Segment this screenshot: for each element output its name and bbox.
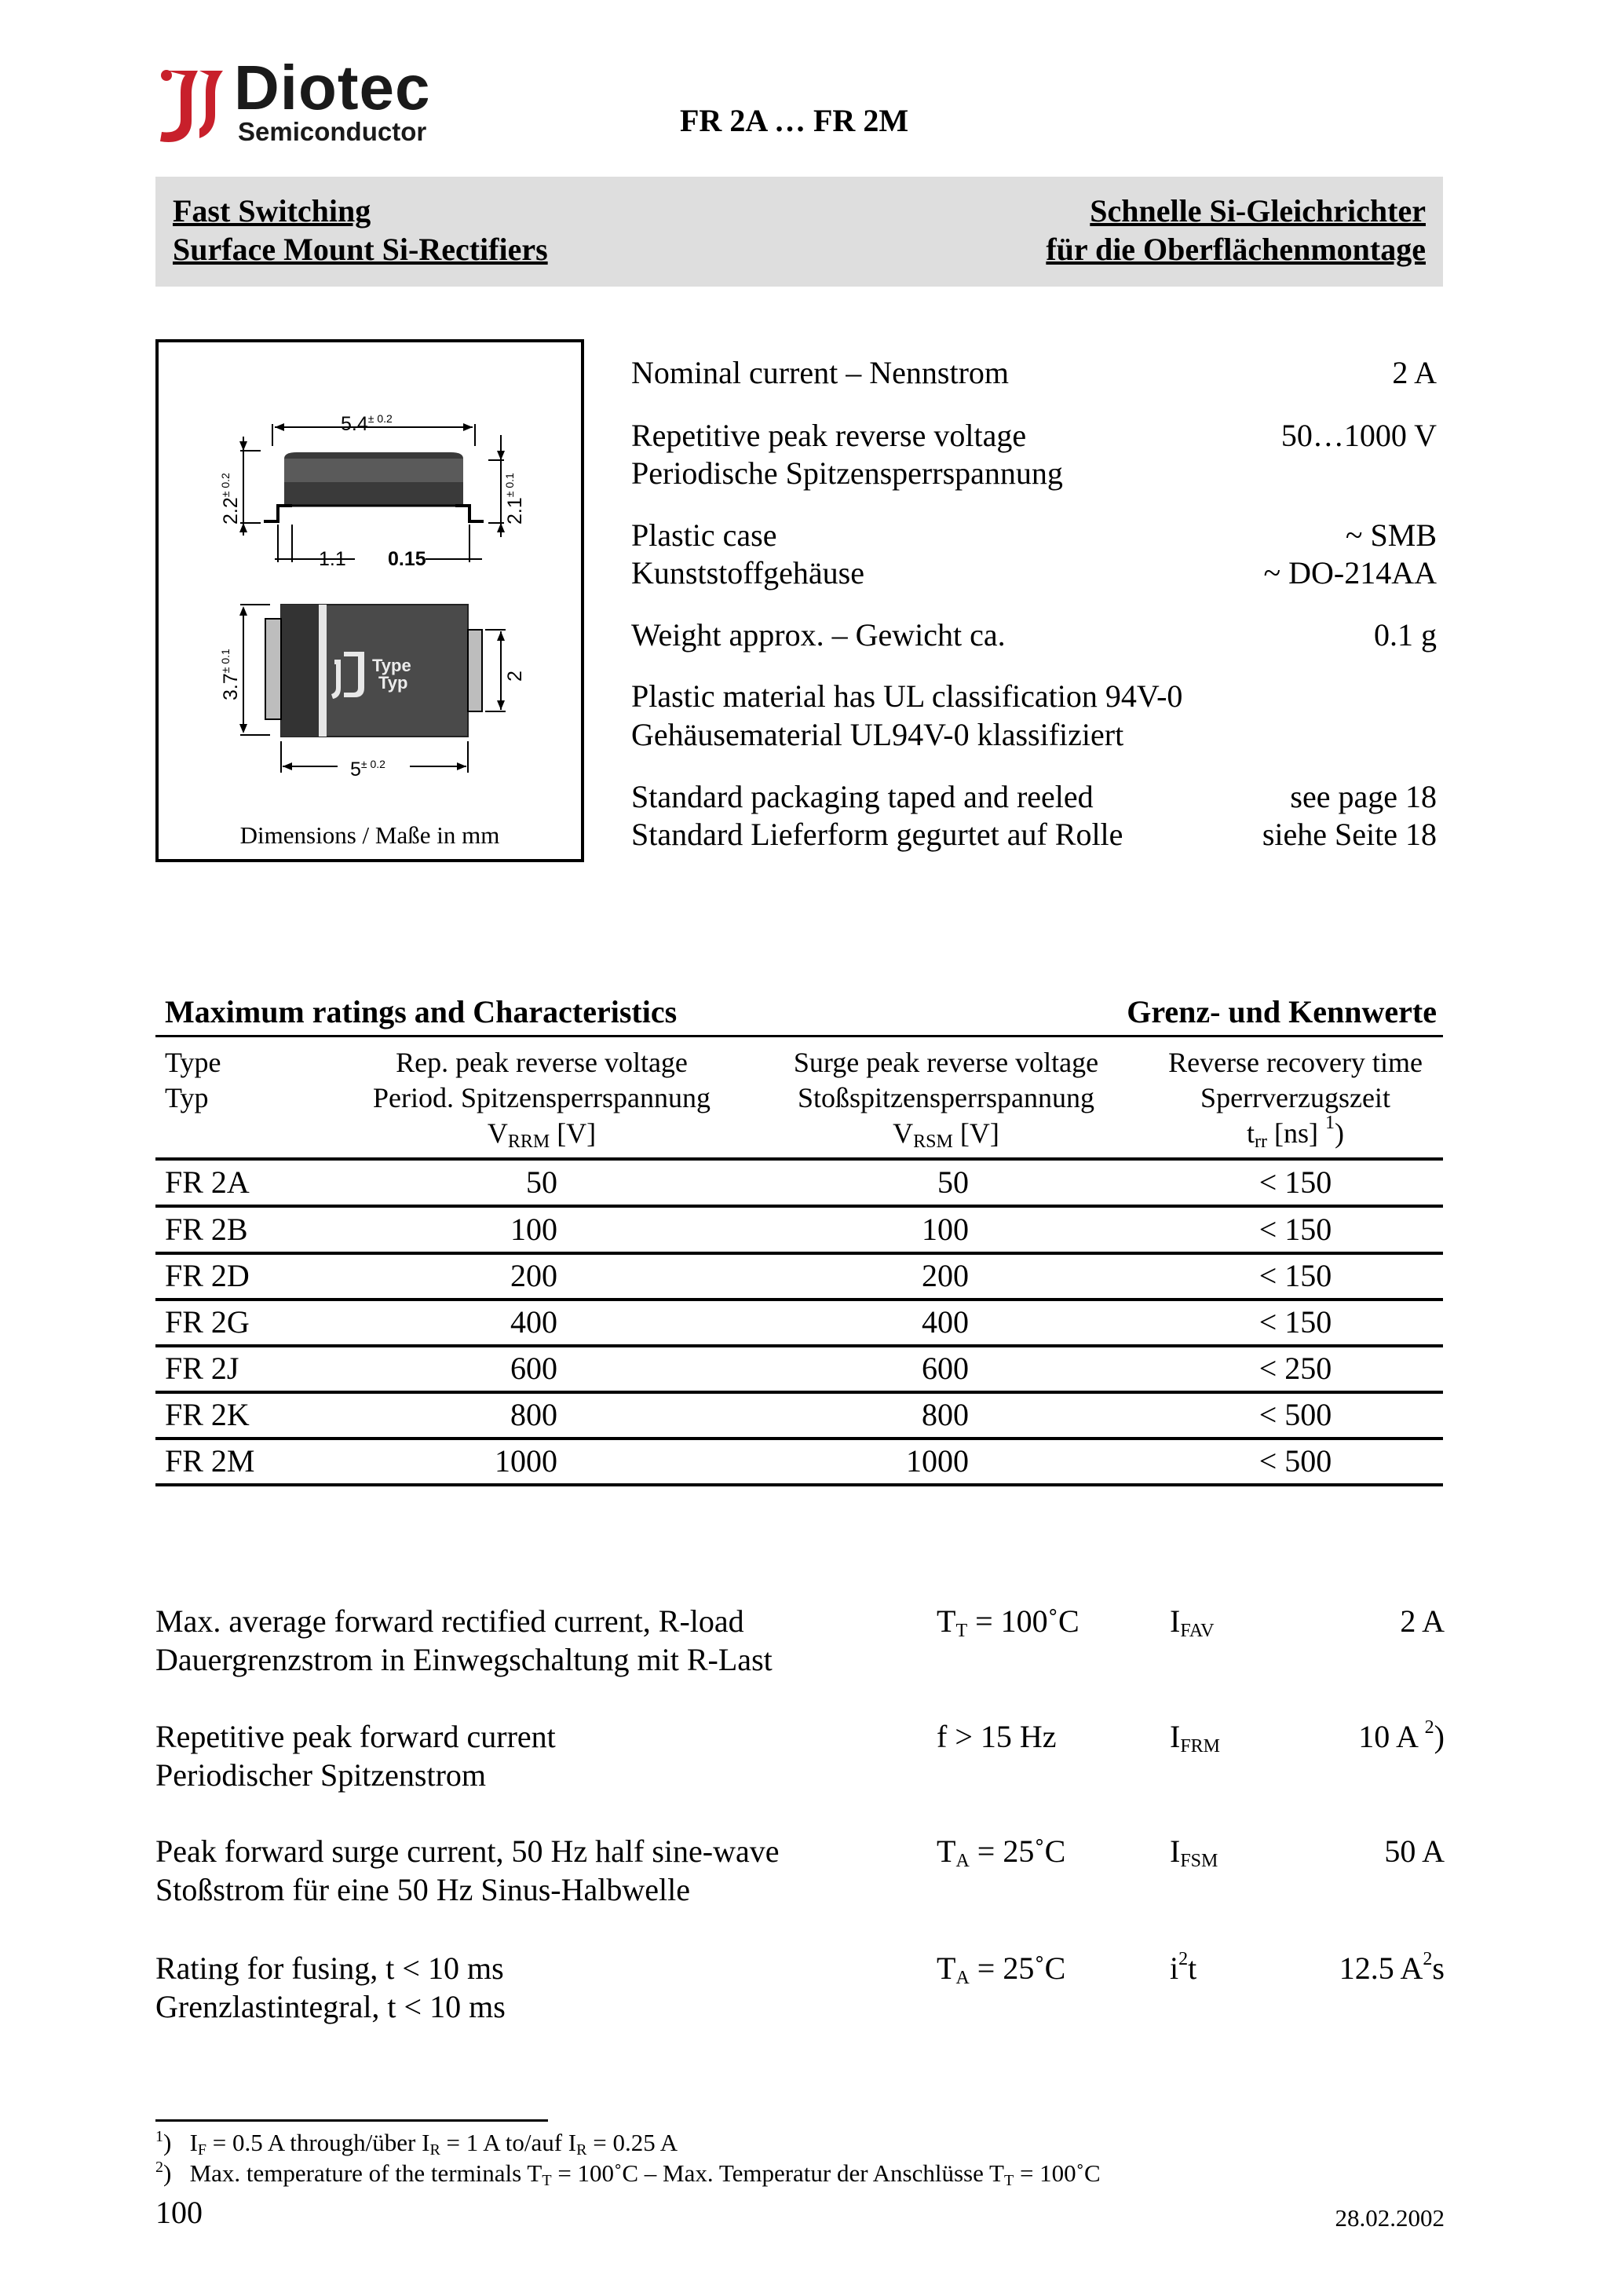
- cell-type: FR 2J: [165, 1351, 239, 1386]
- char-condition: $T_A$ = 25˚C: [937, 1834, 1066, 1871]
- cell-vrrm: 100: [510, 1212, 557, 1247]
- char-label-en: Max. average forward rectified current, R-load: [155, 1603, 744, 1639]
- col-header-trr-de: Sperrverzugszeit: [1200, 1082, 1390, 1113]
- page-number: 100: [155, 2195, 203, 2230]
- char-symbol: $I_{FRM}$: [1170, 1719, 1221, 1757]
- char-value: 50 A: [1384, 1834, 1445, 1869]
- col-header-trr: Reverse recovery time: [1168, 1047, 1423, 1078]
- cell-vrsm: 400: [922, 1304, 969, 1340]
- spec-label: Repetitive peak reverse voltage: [631, 418, 1027, 453]
- spec-value: ~ SMB: [1345, 517, 1437, 553]
- spec-label: Gehäusematerial UL94V-0 klassifiziert: [631, 717, 1124, 752]
- banner-title-en-2: Surface Mount Si-Rectifiers: [173, 232, 548, 267]
- table-rule: [155, 1035, 1443, 1037]
- char-symbol: $I_{FAV}$: [1170, 1603, 1215, 1641]
- footnote-rule: [155, 2119, 548, 2122]
- char-value: 2 A: [1400, 1603, 1445, 1639]
- cell-vrsm: 600: [922, 1351, 969, 1386]
- col-header-vrsm-de: Stoßspitzensperrspannung: [798, 1082, 1094, 1113]
- dim-lead: 1.1: [319, 548, 346, 570]
- dim-pad: 2: [504, 671, 526, 682]
- cell-vrsm: 100: [922, 1212, 969, 1247]
- spec-value: ~ DO-214AA: [1263, 555, 1437, 590]
- cell-vrrm: 50: [526, 1164, 557, 1200]
- brand-name: Diotec: [234, 53, 431, 122]
- cell-vrrm: 400: [510, 1304, 557, 1340]
- title-banner: [155, 177, 1443, 287]
- cell-vrsm: 50: [937, 1164, 969, 1200]
- cell-trr: < 250: [1259, 1351, 1332, 1386]
- char-label-en: Rating for fusing, t < 10 ms: [155, 1951, 504, 1986]
- cell-type: FR 2K: [165, 1397, 250, 1432]
- top-view: [239, 605, 506, 773]
- cell-trr: < 150: [1259, 1304, 1332, 1340]
- char-label-de: Stoßstrom für eine 50 Hz Sinus-Halbwelle: [155, 1872, 690, 1907]
- col-header-vrrm-de: Period. Spitzensperrspannung: [373, 1082, 711, 1113]
- dim-lead-thickness: 0.15: [388, 548, 426, 570]
- cell-vrrm: 800: [510, 1397, 557, 1432]
- dim-width: $3.7^{\pm 0.1}$: [219, 649, 242, 700]
- spec-value: siehe Seite 18: [1262, 817, 1437, 852]
- char-label-en: Repetitive peak forward current: [155, 1719, 556, 1754]
- dim-height: $2.2^{\pm 0.2}$: [219, 473, 242, 525]
- col-header-vrrm: Rep. peak reverse voltage: [396, 1047, 688, 1078]
- cell-type: FR 2D: [165, 1258, 250, 1293]
- package-drawing: [159, 342, 581, 813]
- ratings-title-en: Maximum ratings and Characteristics: [165, 994, 678, 1029]
- cell-vrrm: 1000: [495, 1443, 557, 1479]
- spec-label: Kunststoffgehäuse: [631, 555, 864, 590]
- spec-label: Plastic case: [631, 517, 777, 553]
- char-condition: f > 15 Hz: [937, 1719, 1057, 1754]
- marking-typ: Typ: [378, 673, 408, 693]
- spec-label: Standard packaging taped and reeled: [631, 779, 1094, 814]
- cell-type: FR 2A: [165, 1164, 250, 1200]
- char-symbol: $i^2t$: [1170, 1949, 1197, 1986]
- cell-trr: < 150: [1259, 1212, 1332, 1247]
- cell-vrsm: 800: [922, 1397, 969, 1432]
- spec-label: Plastic material has UL classification 94V-0: [631, 678, 1183, 714]
- cell-vrrm: 600: [510, 1351, 557, 1386]
- brand-subtitle: Semiconductor: [238, 117, 427, 146]
- banner-title-en-1: Fast Switching: [173, 193, 371, 229]
- footnote-1: $^1$) $I_F = 0.5$ A through/über $I_R = 1$ A to/auf $I_R = 0.25$ A: [155, 2128, 678, 2159]
- cell-trr: < 150: [1259, 1164, 1332, 1200]
- cell-trr: < 500: [1259, 1443, 1332, 1479]
- cell-vrrm: 200: [510, 1258, 557, 1293]
- cell-trr: < 500: [1259, 1397, 1332, 1432]
- char-value: 10 A $^2$): [1358, 1717, 1445, 1754]
- col-header-vrrm-symbol: $V_{RRM}$ [V]: [487, 1117, 597, 1152]
- spec-label: Standard Lieferform gegurtet auf Rolle: [631, 817, 1123, 852]
- col-header-type: Type: [165, 1047, 221, 1078]
- spec-value: see page 18: [1290, 779, 1437, 814]
- char-label-de: Grenzlastintegral, t < 10 ms: [155, 1989, 506, 2024]
- cell-type: FR 2B: [165, 1212, 248, 1247]
- spec-value: 50…1000 V: [1280, 418, 1437, 453]
- char-condition: $T_T$ = 100˚C: [937, 1603, 1080, 1641]
- ratings-title-de: Grenz- und Kennwerte: [1127, 994, 1437, 1029]
- spec-label: Periodische Spitzensperrspannung: [631, 455, 1063, 491]
- spec-value: 2 A: [1392, 355, 1437, 390]
- char-value: 12.5 $A^2s$: [1339, 1949, 1445, 1986]
- spec-label: Nominal current – Nennstrom: [631, 355, 1009, 390]
- marking-type: Type: [372, 656, 411, 675]
- char-label-de: Dauergrenzstrom in Einwegschaltung mit R-Last: [155, 1642, 773, 1677]
- dim-length: $5.4^{\pm 0.2}$: [341, 412, 393, 435]
- cell-vrsm: 200: [922, 1258, 969, 1293]
- cell-type: FR 2M: [165, 1443, 255, 1479]
- dim-body: $5^{\pm 0.2}$: [350, 758, 385, 781]
- document-title: FR 2A … FR 2M: [680, 103, 909, 138]
- diotec-logo-icon: [155, 60, 228, 148]
- char-label-de: Periodischer Spitzenstrom: [155, 1757, 487, 1793]
- footnote-2: $^2$) Max. temperature of the terminals $T_T$ = 100˚C – Max. Temperatur der Anschlüsse $T_T$ = 100˚C: [155, 2159, 1101, 2189]
- side-view: [239, 423, 505, 562]
- spec-label: Weight approx. – Gewicht ca.: [631, 617, 1006, 653]
- table-rule: [155, 1483, 1443, 1486]
- banner-title-de-2: für die Oberflächenmontage: [1046, 232, 1426, 267]
- col-header-vrsm-symbol: $V_{RSM}$ [V]: [893, 1117, 999, 1152]
- drawing-caption: Dimensions / Maße in mm: [239, 821, 500, 849]
- document-date: 28.02.2002: [1335, 2204, 1445, 2232]
- banner-title-de-1: Schnelle Si-Gleichrichter: [1090, 193, 1426, 229]
- char-condition: $T_A$ = 25˚C: [937, 1951, 1066, 1988]
- col-header-type-de: Typ: [165, 1082, 209, 1113]
- cell-trr: < 150: [1259, 1258, 1332, 1293]
- dim-height-2: $2.1^{\pm 0.1}$: [503, 473, 526, 525]
- cell-type: FR 2G: [165, 1304, 250, 1340]
- col-header-vrsm: Surge peak reverse voltage: [793, 1047, 1099, 1078]
- col-header-trr-symbol: $t_{rr}$ [ns] $^1$): [1247, 1113, 1344, 1152]
- cell-vrsm: 1000: [906, 1443, 969, 1479]
- spec-value: 0.1 g: [1374, 617, 1437, 653]
- char-symbol: $I_{FSM}$: [1170, 1834, 1218, 1871]
- char-label-en: Peak forward surge current, 50 Hz half sine-wave: [155, 1834, 780, 1869]
